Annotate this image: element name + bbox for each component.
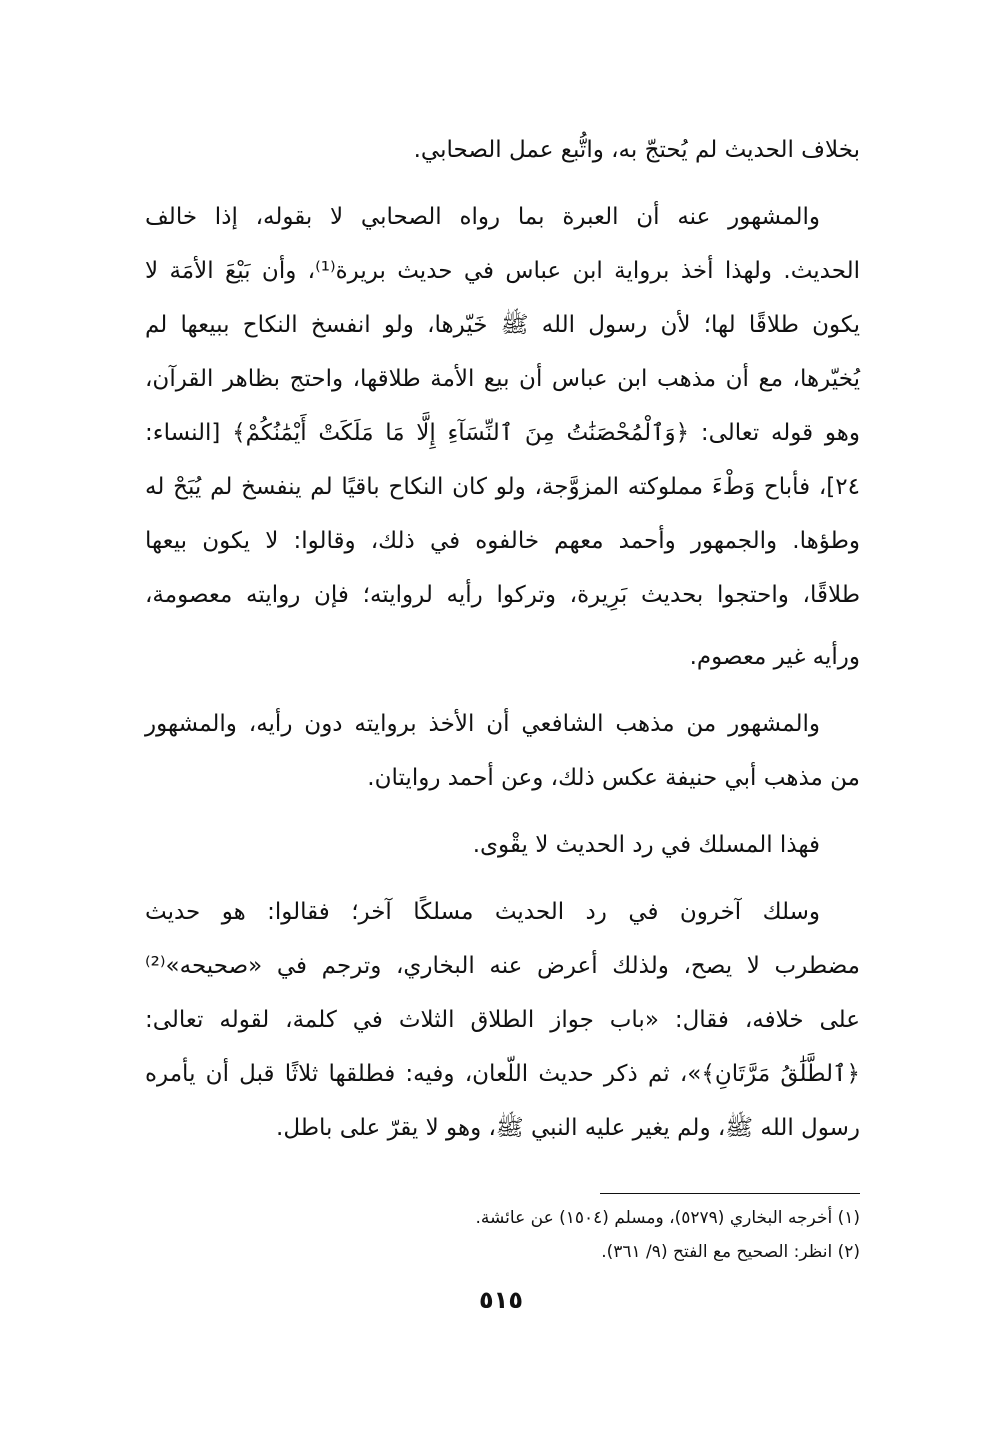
- text-line: بخلاف الحديث لم يُحتجّ به، واتُّبع عمل الصحابي.: [413, 137, 860, 163]
- footnote-divider: [600, 1193, 860, 1194]
- quran-verse-line: ﴿ٱلطَّلَٰقُ مَرَّتَانِ﴾»، ثم ذكر حديث اللّعان، وفيه: فطلقها ثلاثًا قبل أن يأمره: [145, 1061, 860, 1087]
- text-line: الحديث. ولهذا أخذ برواية ابن عباس في حديث بريرة⁽¹⁾، وأن بَيْعَ الأمَة لا: [145, 258, 861, 284]
- text-line: مضطرب لا يصح، ولذلك أعرض عنه البخاري، وترجم في «صحيحه»⁽²⁾: [145, 953, 860, 979]
- footnote-2: (٢) انظر: الصحيح مع الفتح (٩/ ٣٦١).: [601, 1242, 860, 1262]
- page-number: ٥١٥: [479, 1286, 523, 1314]
- text-line: وسلك آخرون في رد الحديث مسلكًا آخر؛ فقالوا: هو حديث: [145, 899, 820, 925]
- text-line: والمشهور من مذهب الشافعي أن الأخذ بروايته دون رأيه، والمشهور: [145, 711, 820, 737]
- text-line: وطؤها. والجمهور وأحمد معهم خالفوه في ذلك، وقالوا: لا يكون بيعها: [145, 528, 860, 554]
- text-line: والمشهور عنه أن العبرة بما رواه الصحابي لا بقوله، إذا خالف: [145, 204, 820, 230]
- quran-verse-line: وهو قوله تعالى: ﴿وَٱلْمُحْصَنَٰتُ مِنَ ٱلنِّسَآءِ إِلَّا مَا مَلَكَتْ أَيْمَٰنُكُمْ﴾ [النساء:: [145, 420, 860, 446]
- text-line: فهذا المسلك في رد الحديث لا يقْوى.: [472, 832, 820, 858]
- text-line: يُخيّرها، مع أن مذهب ابن عباس أن بيع الأمة طلاقها، واحتج بظاهر القرآن،: [145, 366, 860, 392]
- footnote-1: (١) أخرجه البخاري (٥٢٧٩)، ومسلم (١٥٠٤) عن عائشة.: [475, 1208, 860, 1228]
- text-line: ٢٤]، فأباح وَطْءَ مملوكته المزوَّجة، ولو كان النكاح باقيًا لم ينفسخ لم يُبَحْ له: [145, 474, 860, 500]
- text-line: رسول الله ﷺ، ولم يغير عليه النبي ﷺ، وهو لا يقرّ على باطل.: [276, 1115, 860, 1141]
- text-line: ورأيه غير معصوم.: [689, 644, 860, 670]
- text-line: من مذهب أبي حنيفة عكس ذلك، وعن أحمد روايتان.: [367, 765, 860, 791]
- text-line: على خلافه، فقال: «باب جواز الطلاق الثلاث في كلمة، لقوله تعالى:: [145, 1007, 860, 1033]
- text-line: يكون طلاقًا لها؛ لأن رسول الله ﷺ خَيّرها، ولو انفسخ النكاح ببيعها لم: [145, 312, 860, 338]
- text-line: طلاقًا، واحتجوا بحديث بَرِيرة، وتركوا رأيه لروايته؛ فإن روايته معصومة،: [145, 582, 860, 608]
